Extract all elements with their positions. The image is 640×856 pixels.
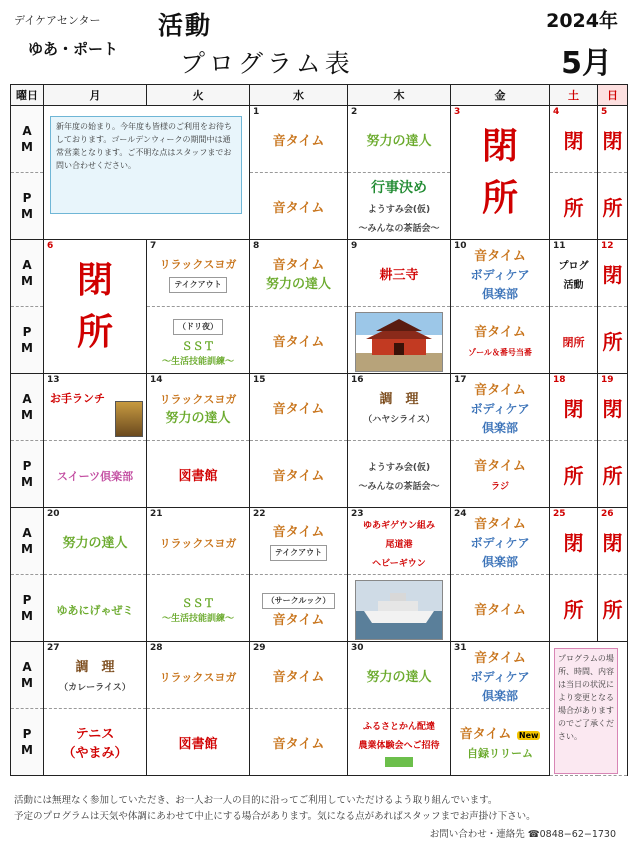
cell-w5-wed-am: [250, 642, 348, 709]
date-number: 14: [150, 375, 163, 385]
activity: 行事決め: [371, 180, 427, 196]
cell-w4-sun-am: [598, 508, 628, 575]
date-number: 22: [253, 509, 266, 519]
cell-w1-sat-am: [550, 106, 598, 173]
takeout-label: テイクアウト: [174, 280, 222, 289]
activity: 音タイム: [272, 334, 325, 350]
cell-w3-thu-pm: [348, 441, 451, 508]
date-number: 16: [351, 375, 364, 385]
cell-w3-mon-pm: [44, 441, 147, 508]
activity: ボディケア: [470, 535, 530, 550]
activity: スイーツ倶楽部: [56, 469, 134, 483]
cell-w5-mon-am: [44, 642, 147, 709]
cell-w2-sun-pm: [598, 307, 628, 374]
closed-label: 閉所: [562, 335, 585, 349]
dow-sat: 土: [550, 85, 598, 106]
activity: （やまみ）: [62, 746, 128, 761]
activity: 努力の達人: [165, 411, 231, 426]
date-number: 11: [553, 241, 566, 251]
takeout-sub: （ドリ夜）: [178, 321, 218, 331]
takeout-box: [262, 593, 336, 609]
activity-sub: ～生活技能訓練～: [161, 356, 234, 367]
activity: 調 理: [75, 660, 115, 675]
cell-w4-thu-pm: [348, 575, 451, 642]
center-type: デイケアセンター: [14, 14, 101, 27]
date-number: 18: [553, 375, 566, 385]
cell-w2-fri-pm: [451, 307, 550, 374]
cell-w4-mon-am: [44, 508, 147, 575]
activity-sub: ようすみ会(仮): [367, 205, 431, 215]
closed-label: 所: [563, 195, 584, 220]
activity: ゆあギゲウン組み: [362, 520, 435, 531]
activity: 倶楽部: [481, 554, 518, 569]
activity: 音タイム: [272, 401, 325, 417]
temple-photo: [355, 312, 443, 372]
am-label: A M: [11, 642, 44, 709]
activity-sub: （ハヤシライス）: [363, 415, 435, 425]
cell-w1-sun-am: [598, 106, 628, 173]
title-line2: プログラム表: [180, 49, 354, 78]
date-number: 9: [351, 241, 358, 251]
activity: 尾道港: [385, 539, 413, 550]
activity: プログ: [558, 261, 589, 272]
pm-label: P M: [11, 307, 44, 374]
week3-am-row: [11, 374, 628, 441]
week4-pm-row: [11, 575, 628, 642]
title-line1: 活動: [158, 11, 213, 40]
notice-cell: [44, 106, 250, 240]
date-number: 19: [601, 375, 614, 385]
activity: 農業体験会へご招待: [358, 740, 440, 751]
vegetable-photo: [385, 757, 413, 767]
cell-w2-wed-pm: [250, 307, 348, 374]
footer-line1: 活動には無理なく参加していただき、お一人お一人の目的に沿ってご利用していただけるよう取り組んでいます。: [14, 795, 498, 806]
date-number: 28: [150, 643, 163, 653]
notice-box: 新年度の始まり。今年度も皆様のご利用をお待ちしております。ゴールデンウィークの期間中は通常営業となります。ご不明な点はスタッフまでお問い合わせください。: [50, 116, 242, 214]
closed-label: 閉: [602, 128, 623, 153]
activity: ラジ: [490, 482, 509, 492]
am-label: A M: [11, 374, 44, 441]
date-number: 23: [351, 509, 364, 519]
dow-label: 曜日: [11, 85, 44, 106]
cell-w1-sat-pm: [550, 173, 598, 240]
cell-w2-thu-pm: [348, 307, 451, 374]
cell-w4-thu-am: [348, 508, 451, 575]
date-number: 29: [253, 643, 266, 653]
activity: リラックスヨガ: [159, 258, 237, 271]
cell-w5-wed-pm: [250, 709, 348, 776]
cell-w2-sat-pm: [550, 307, 598, 374]
dow-wed: 水: [250, 85, 348, 106]
cell-w3-sun-am: [598, 374, 628, 441]
cell-w3-tue-am: [147, 374, 250, 441]
date-number: 4: [553, 107, 560, 117]
cell-w2-thu-am: [348, 240, 451, 307]
lunch-photo: [115, 401, 143, 437]
activity: ＳＳＴ: [181, 339, 215, 353]
month-label: 5月: [561, 46, 612, 81]
cell-w2-wed-am: [250, 240, 348, 307]
date-number: 27: [47, 643, 60, 653]
date-number: 6: [47, 241, 54, 251]
activity: 音タイム: [474, 650, 526, 666]
week4-am-row: [11, 508, 628, 575]
am-label: A M: [11, 106, 44, 173]
side-note-cell: [550, 642, 628, 776]
cell-w2-mon: [44, 240, 147, 374]
activity: 音タイム: [272, 133, 325, 149]
closed-label: 閉: [602, 396, 623, 421]
activity: ボディケア: [470, 267, 530, 282]
activity: 自録リリーム: [467, 747, 533, 760]
activity: 活動: [563, 280, 584, 291]
pm-label: P M: [11, 709, 44, 776]
activity: 図書館: [178, 736, 218, 752]
calendar-table: [10, 84, 628, 776]
cell-w2-fri-am: [451, 240, 550, 307]
cell-w4-sat-am: [550, 508, 598, 575]
activity-sub: ～生活技能訓練～: [161, 614, 234, 624]
cell-w5-fri-am: [451, 642, 550, 709]
closed-label: 閉 所: [481, 125, 518, 219]
pm-label: P M: [11, 575, 44, 642]
weekday-header-row: [11, 85, 628, 106]
cell-w3-thu-am: [348, 374, 451, 441]
closed-label: 所: [602, 329, 623, 354]
cell-w3-mon-am: [44, 374, 147, 441]
cell-w4-tue-am: [147, 508, 250, 575]
activity: 努力の達人: [366, 669, 432, 685]
activity: 努力の達人: [366, 133, 432, 149]
activity: 音タイム: [459, 727, 512, 742]
date-number: 21: [150, 509, 163, 519]
takeout-label: テイクアウト: [274, 548, 323, 557]
footer-line2: 予定のプログラムは天気や体調にあわせて中止にする場合があります。気になる点があればスタッフまでお声掛け下さい。: [14, 811, 536, 822]
cell-w4-sat-pm: [550, 575, 598, 642]
closed-label: 所: [602, 597, 623, 622]
closed-label: 閉: [563, 530, 584, 555]
activity: ヘビーギウン: [372, 558, 426, 569]
takeout-box: [169, 277, 226, 293]
cell-w4-fri-am: [451, 508, 550, 575]
week5-pm-row: [11, 709, 628, 776]
closed-label: 所: [563, 597, 584, 622]
activity: ゾール＆番号当番: [468, 348, 532, 357]
cell-w5-tue-am: [147, 642, 250, 709]
dow-fri: 金: [451, 85, 550, 106]
cell-w3-wed-pm: [250, 441, 348, 508]
week1-am-row: [11, 106, 628, 173]
cell-w1-thu-am: [348, 106, 451, 173]
cell-w5-thu-am: [348, 642, 451, 709]
activity: ゆあにげゃぜミ: [56, 603, 134, 617]
date-number: 13: [47, 375, 60, 385]
activity: 倶楽部: [481, 688, 518, 703]
activity: 努力の達人: [62, 535, 128, 551]
activity: 音タイム: [474, 248, 526, 264]
date-number: 2: [351, 107, 358, 117]
date-number: 12: [601, 241, 614, 251]
week2-am-row: [11, 240, 628, 307]
center-name: ゆあ・ポート: [28, 40, 119, 58]
dow-mon: 月: [44, 85, 147, 106]
date-number: 20: [47, 509, 60, 519]
cell-w2-tue-pm: [147, 307, 250, 374]
am-label: A M: [11, 508, 44, 575]
year-label: 2024年: [546, 10, 618, 32]
date-number: 5: [601, 107, 608, 117]
date-number: 7: [150, 241, 157, 251]
activity-sub: （カレーライス）: [59, 683, 131, 693]
date-number: 31: [454, 643, 467, 653]
activity: 音タイム: [474, 459, 526, 474]
activity: 耕三寺: [379, 267, 419, 283]
week5-am-row: [11, 642, 628, 709]
activity-sub: ようすみ会(仮): [367, 463, 431, 473]
activity: 音タイム: [474, 382, 526, 398]
activity: 倶楽部: [481, 420, 518, 435]
dow-thu: 木: [348, 85, 451, 106]
cell-w4-mon-pm: [44, 575, 147, 642]
activity-sub: ～みんなの茶話会～: [358, 224, 440, 234]
closed-label: 所: [602, 195, 623, 220]
closed-label: 閉: [563, 396, 584, 421]
activity: 音タイム: [272, 200, 325, 216]
activity-sub: ～みんなの茶話会～: [358, 482, 440, 492]
cell-w5-tue-pm: [147, 709, 250, 776]
activity: 音タイム: [272, 613, 325, 628]
dow-sun: 日: [598, 85, 628, 106]
activity: 音タイム: [272, 258, 325, 273]
activity: 音タイム: [474, 516, 526, 532]
closed-label: 閉 所: [76, 259, 113, 353]
activity: 音タイム: [272, 468, 325, 484]
cell-w1-wed-am: [250, 106, 348, 173]
activity: リラックスヨガ: [159, 393, 237, 406]
cell-w1-thu-pm: [348, 173, 451, 240]
cell-w5-thu-pm: [348, 709, 451, 776]
closed-label: 閉: [563, 128, 584, 153]
closed-label: 所: [602, 463, 623, 488]
takeout-box: [173, 319, 223, 335]
cell-w1-fri: [451, 106, 550, 240]
cell-w4-tue-pm: [147, 575, 250, 642]
date-number: 25: [553, 509, 566, 519]
activity: 倶楽部: [481, 286, 518, 301]
takeout-box: [270, 545, 327, 561]
cell-w4-fri-pm: [451, 575, 550, 642]
cell-w3-sat-am: [550, 374, 598, 441]
footer-contact: お問い合わせ・連絡先 ☎0848−62−1730: [429, 829, 616, 840]
activity: リラックスヨガ: [159, 670, 237, 684]
activity: お手ランチ: [50, 392, 105, 405]
date-number: 10: [454, 241, 467, 251]
activity: 音タイム: [272, 669, 325, 685]
week3-pm-row: [11, 441, 628, 508]
activity: 音タイム: [272, 525, 325, 540]
date-number: 8: [253, 241, 260, 251]
side-note-box: プログラムの場所、時間、内容は当日の状況により変更となる場合がありますのでご了承ください。: [554, 648, 618, 774]
activity: リラックスヨガ: [159, 536, 237, 550]
activity: 音タイム: [272, 736, 325, 752]
am-label: A M: [11, 240, 44, 307]
cell-w1-sun-pm: [598, 173, 628, 240]
date-number: 30: [351, 643, 364, 653]
activity: 調 理: [379, 392, 419, 407]
cell-w2-tue-am: [147, 240, 250, 307]
cell-w5-mon-pm: [44, 709, 147, 776]
cell-w3-wed-am: [250, 374, 348, 441]
cell-w3-tue-pm: [147, 441, 250, 508]
new-badge: New: [518, 731, 539, 740]
activity: 図書館: [178, 468, 218, 484]
ship-photo: [355, 580, 443, 640]
cell-w3-fri-am: [451, 374, 550, 441]
activity: ボディケア: [470, 401, 530, 416]
date-number: 15: [253, 375, 266, 385]
date-number: 26: [601, 509, 614, 519]
activity: 音タイム: [474, 602, 526, 618]
date-number: 1: [253, 107, 260, 117]
cell-w4-sun-pm: [598, 575, 628, 642]
activity: ＳＳＴ: [181, 597, 215, 610]
activity: 音タイム: [474, 325, 526, 340]
closed-label: 所: [563, 463, 584, 488]
cell-w3-fri-pm: [451, 441, 550, 508]
cell-w4-wed-am: [250, 508, 348, 575]
activity: テニス: [75, 727, 115, 742]
pm-label: P M: [11, 441, 44, 508]
cell-w3-sun-pm: [598, 441, 628, 508]
cell-w2-sun-am: [598, 240, 628, 307]
dow-tue: 火: [147, 85, 250, 106]
cell-w3-sat-pm: [550, 441, 598, 508]
cell-w1-wed-pm: [250, 173, 348, 240]
date-number: 17: [454, 375, 467, 385]
cell-w2-sat-am: [550, 240, 598, 307]
activity: 努力の達人: [265, 277, 331, 292]
date-number: 3: [454, 107, 461, 117]
takeout-sub: （サークルック）: [266, 596, 331, 605]
activity: ボディケア: [470, 669, 530, 684]
activity: ふるさとかん配達: [362, 721, 435, 732]
closed-label: 閉: [602, 530, 623, 555]
closed-label: 閉: [602, 262, 623, 287]
date-number: 24: [454, 509, 467, 519]
cell-w4-wed-pm: [250, 575, 348, 642]
cell-w5-fri-pm: [451, 709, 550, 776]
pm-label: P M: [11, 173, 44, 240]
